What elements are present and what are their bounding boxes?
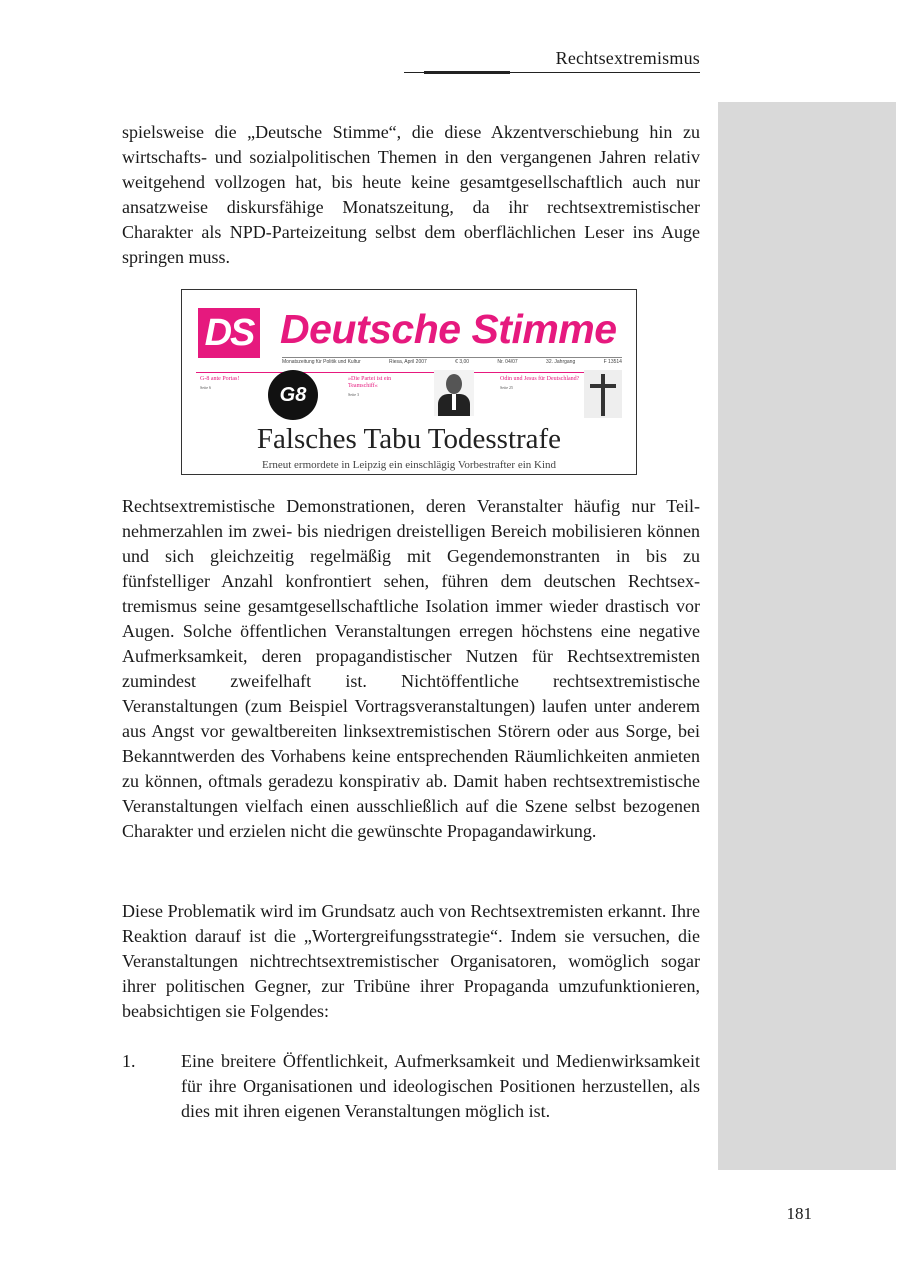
newspaper-headline: Falsches Tabu Todesstrafe — [256, 423, 562, 455]
masthead-rule — [196, 372, 622, 373]
issue-info-item: Monatszeitung für Politik und Kultur — [282, 359, 361, 365]
ds-logo: DS — [198, 308, 260, 358]
issue-info-item: € 3,00 — [455, 359, 470, 365]
body-paragraph-2: Rechtsextremistische Demonstrationen, deren Veranstalter häufig nur Teilnehmerzahlen im zwei- bis niedrigen dreistelligen Bereich mobilisieren können und sich gleichzeitig regelmäßig mit Gegendemonstranten in bis zu fünfstelliger Anzahl konfrontiert sehen, führen dem deutschen Rechtsextremismus seine gesamtgesellschaftliche Isolation immer wieder drastisch vor Augen. Solche öffentlichen Veranstaltungen erregen höchstens eine negative Aufmerksamkeit, deren propagandistischer Nutzen für Rechtsextremisten zumindest zweifelhaft ist. Nichtöffentliche rechtsextremistische Veranstaltungen (zum Beispiel Vortragsveranstaltungen) laufen unter anderem aus Angst vor gewaltbereiten linksextremistischen Störern oder aus Sorge, bei Bekanntwerden des Vorhabens keine entsprechenden Räumlichkeiten anmieten zu können, oftmals geradezu konspirativ ab. Damit haben rechtsextremistische Veranstaltungen vielfach einen ausschließlich auf die Szene selbst bezogenen Charakter und erzielen nicht die gewünschte Propagandawirkung. — [122, 496, 700, 841]
teaser-right-page: Seite 25 — [500, 385, 513, 390]
teaser-left-title: G-8 ante Portas! — [200, 376, 240, 382]
teaser-middle-page: Seite 3 — [348, 392, 359, 397]
running-head-rule-accent — [424, 71, 510, 74]
issue-info-item: 32. Jahrgang — [546, 359, 576, 365]
issue-info-line — [282, 357, 622, 368]
list-item-text: Eine breitere Öffentlichkeit, Aufmerksamkeit und Medienwirksamkeit für ihre Organisationen und ideologischen Positionen herzustellen, als dies mit ihren eigenen Veranstaltungen möglich ist. — [181, 1051, 700, 1121]
issue-info-item: Riesa, April 2007 — [389, 359, 427, 365]
cross-photo-icon — [584, 370, 622, 418]
teaser-left-page: Seite 6 — [200, 385, 211, 390]
portrait-photo-icon — [434, 370, 474, 416]
newspaper-subheadline: Erneut ermordete in Leipzig ein einschlägig Vorbestrafter ein Kind — [261, 459, 557, 471]
teaser-right-title: Odin und Jesus für Deutschland? — [500, 376, 580, 382]
newspaper-cover-figure — [181, 289, 637, 475]
margin-sidebar — [718, 102, 896, 1170]
teaser-middle-title: »Die Partei ist ein Teamschiff« — [348, 376, 392, 389]
g8-badge-icon: G8 — [268, 370, 318, 420]
newspaper-masthead: Deutsche Stimme — [280, 306, 617, 352]
teaser-left — [200, 376, 258, 390]
body-paragraph-3: Diese Problematik wird im Grundsatz auch von Rechtsextremisten erkannt. Ihre Reaktion darauf ist die „Wortergreifungsstrategie“. Indem sie versuchen, die Veranstaltungen nichtrechtsextremistischer Organisatoren, womöglich sogar ihrer politischen Gegner, zur Tribüne ihrer Propaganda umzufunktionieren, beabsichtigen sie Folgendes: — [122, 901, 700, 1021]
page-number: 181 — [786, 1204, 812, 1223]
teaser-middle — [348, 376, 418, 397]
list-item-number: 1. — [122, 1051, 136, 1071]
issue-info-item: Nr. 04/07 — [497, 359, 518, 365]
issue-info-item: F 13514 — [603, 359, 622, 365]
body-paragraph-1: spielsweise die „Deutsche Stimme“, die diese Akzentverschiebung hin zu wirtschafts- und sozialpolitischen Themen in den vergangenen Jahren relativ weitgehend vollzogen hat, bis heute keine gesamtgesellschaftlich auch nur ansatzweise diskursfähige Monatszeitung, da ihr rechtsextremistischer Charakter als NPD-Parteizeitung selbst dem oberflächlichen Leser ins Auge springen muss. — [122, 122, 700, 267]
running-head: Rechtsextremismus — [555, 48, 700, 68]
teaser-right — [500, 376, 580, 390]
